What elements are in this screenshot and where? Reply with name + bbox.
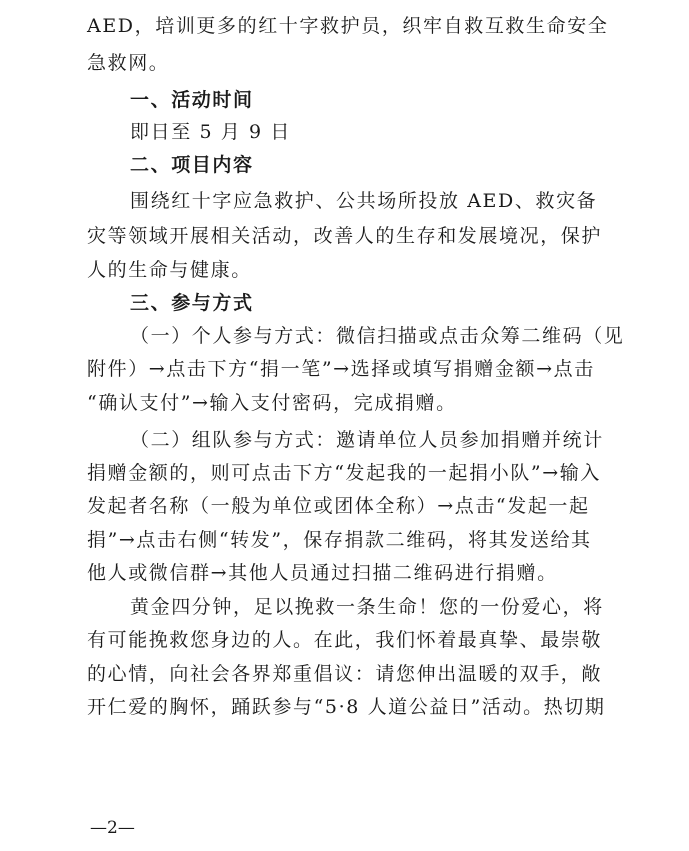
- body-text-line: 捐赠金额的，则可点击下方“发起我的一起捐小队”→输入: [87, 462, 601, 484]
- body-text-line: 有可能挽救您身边的人。在此，我们怀着最真挚、最崇敬: [87, 629, 603, 651]
- section-heading-project-content: 二、项目内容: [130, 154, 254, 176]
- body-text-line: 发起者名称（一般为单位或团体全称）→点击“发起一起: [87, 495, 590, 517]
- body-text-line: 附件）→点击下方“捐一笔”→选择或填写捐赠金额→点击: [87, 358, 595, 380]
- body-text-line: 即日至 5 月 9 日: [130, 121, 291, 143]
- body-text-line: 开仁爱的胸怀，踊跃参与“5·8 人道公益日”活动。热切期: [87, 696, 606, 718]
- body-text-line: 黄金四分钟，足以挽救一条生命！您的一份爱心，将: [130, 596, 604, 618]
- body-text-line: 的心情，向社会各界郑重倡议：请您伸出温暖的双手，敞: [87, 663, 603, 685]
- body-text-line: 灾等领域开展相关活动，改善人的生存和发展境况，保护: [87, 225, 603, 247]
- body-text-line: 围绕红十字应急救护、公共场所投放 AED、救灾备: [130, 190, 598, 212]
- body-text-line: （一）个人参与方式：微信扫描或点击众筹二维码（见: [130, 325, 625, 347]
- body-text-line: 人的生命与健康。: [87, 259, 252, 281]
- body-text-line: （二）组队参与方式：邀请单位人员参加捐赠并统计: [130, 429, 604, 451]
- section-heading-participation: 三、参与方式: [130, 292, 254, 314]
- section-heading-activity-time: 一、活动时间: [130, 89, 254, 111]
- body-text-line: AED，培训更多的红十字救护员，织牢自救互救生命安全: [87, 15, 609, 37]
- page-number: —2—: [90, 818, 135, 838]
- body-text-line: 急救网。: [87, 52, 170, 74]
- body-text-line: 捐”→点击右侧“转发”，保存捐款二维码，将其发送给其: [87, 529, 592, 551]
- body-text-line: 他人或微信群→其他人员通过扫描二维码进行捐赠。: [87, 562, 558, 584]
- body-text-line: “确认支付”→输入支付密码，完成捐赠。: [87, 392, 457, 414]
